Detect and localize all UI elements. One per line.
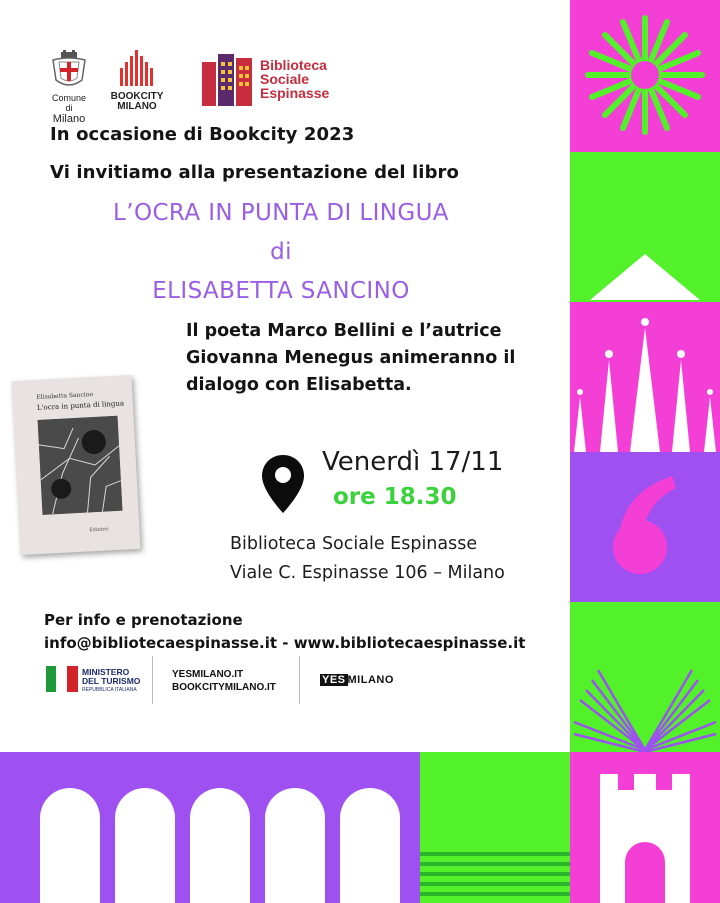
site-yesmilano[interactable]: YESMILANO.IT [172, 669, 244, 680]
yesmilano-yes: YES [322, 674, 346, 686]
sponsor-divider-2 [299, 656, 300, 704]
comune-line2: Milano [52, 113, 86, 125]
yesmilano-logo [320, 674, 394, 686]
tower-band [570, 752, 720, 903]
bookcity-skyline-icon [106, 50, 168, 88]
book-tile [570, 602, 720, 752]
biblioteca-espinasse-logo [200, 52, 350, 110]
bookcity-logo [106, 50, 168, 112]
bookcity-line1: BOOKCITY [110, 91, 164, 102]
cathedral-tile [570, 302, 720, 452]
ministero-logo [82, 668, 140, 695]
ministero-line1: MINISTERO [82, 667, 130, 677]
quote-tile [570, 452, 720, 602]
arches-icon [0, 752, 420, 903]
quote-mark-icon [570, 452, 720, 602]
description-line2: Giovanna Menegus animeranno il [186, 348, 516, 368]
site-bookcitymilano[interactable]: BOOKCITYMILANO.IT [172, 682, 276, 693]
contact-heading: Per info e prenotazione [44, 611, 243, 629]
book-cover [12, 375, 141, 555]
location-pin-icon [262, 455, 304, 513]
event-address: Viale C. Espinasse 106 – Milano [230, 563, 505, 583]
book-author: ELISABETTA SANCINO [152, 278, 410, 304]
ministero-line3: REPUBBLICA ITALIANA [82, 687, 137, 693]
description-line3: dialogo con Elisabetta. [186, 375, 412, 395]
roof-tile [570, 152, 720, 302]
open-book-icon [570, 602, 720, 752]
biblioteca-line3: Espinasse [260, 85, 330, 101]
sponsor-divider-1 [152, 656, 153, 704]
ministero-line2: DEL TURISMO [82, 676, 141, 686]
cathedral-spires-icon [570, 302, 720, 452]
cover-publisher: Edizioni [89, 526, 109, 534]
arches-band [0, 752, 420, 903]
book-title: L’OCRA IN PUNTA DI LINGUA [113, 200, 449, 226]
branches-image [38, 416, 123, 515]
event-venue: Biblioteca Sociale Espinasse [230, 534, 478, 554]
stripes-band [420, 752, 570, 903]
books-icon [200, 52, 256, 108]
cover-author: Elisabetta Sancino [36, 391, 94, 401]
starburst-icon [570, 0, 720, 152]
event-date: Venerdì 17/11 [322, 447, 504, 477]
comune-line1: Comune di [51, 93, 87, 113]
event-time: ore 18.30 [333, 484, 457, 510]
italy-flag [46, 666, 78, 692]
intro-line1: In occasione di Bookcity 2023 [50, 124, 355, 145]
stripes-icon [420, 752, 570, 903]
biblioteca-line1: Biblioteca [260, 57, 327, 73]
contact-line[interactable]: info@bibliotecaespinasse.it - www.bibliotecaespinasse.it [44, 634, 526, 652]
description-line1: Il poeta Marco Bellini e l’autrice [186, 321, 502, 341]
cover-title: L'ocra in punta di lingua [36, 399, 125, 412]
coat-of-arms-icon [48, 50, 90, 88]
intro-line2: Vi invitiamo alla presentazione del libro [50, 162, 460, 183]
castle-tower-icon [570, 752, 720, 903]
comune-milano-logo [48, 50, 90, 125]
book-by: di [270, 239, 292, 265]
starburst-tile [570, 0, 720, 152]
sponsor-sites [172, 668, 276, 694]
bookcity-line2: MILANO [117, 101, 157, 112]
house-roof-icon [570, 152, 720, 302]
biblioteca-line2: Sociale [260, 71, 310, 87]
location-pin [262, 455, 304, 513]
cover-photo [38, 416, 123, 515]
yesmilano-milano: MILANO [347, 674, 394, 686]
italian-flag-icon [46, 666, 78, 692]
